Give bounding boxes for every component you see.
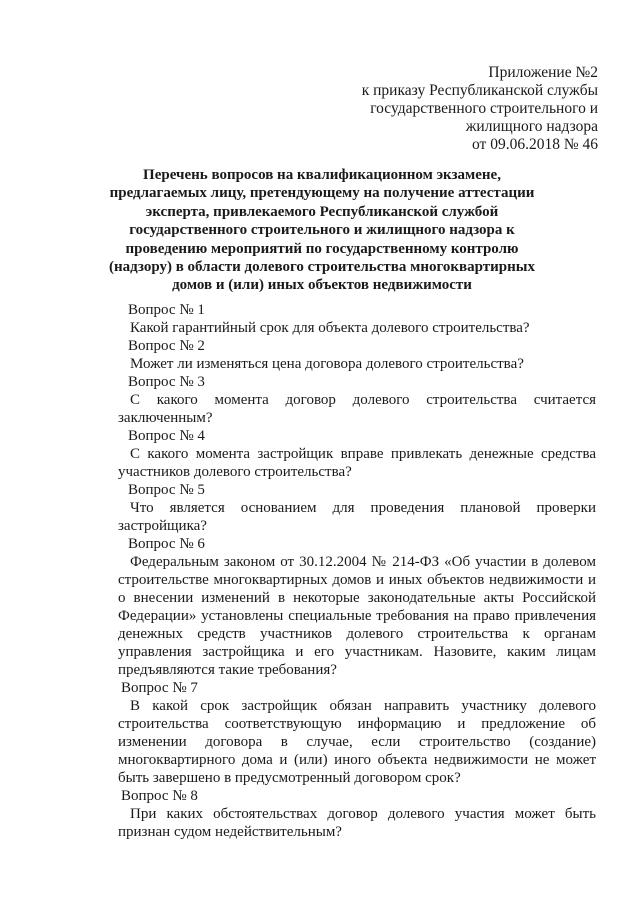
question-text: С какого момента договор долевого строительства считается заключенным? xyxy=(118,392,596,426)
question-item xyxy=(118,337,596,373)
question-number: Вопрос № 3 xyxy=(128,374,205,390)
question-item xyxy=(118,481,596,535)
question-text: Федеральным законом от 30.12.2004 № 214-ФЗ «Об участии в долевом строительстве многоквартирных домов и иных объектов недвижимости и о внесении изменений в некоторые законодательные акты Российской Федерации» установлены специальные требования на право привлечения денежных средств участников долевого строительства к органам управления застройщика и его участникам. Назовите, каким лицам предъявляются такие требования? xyxy=(118,554,596,678)
appendix-line: от 09.06.2018 № 46 xyxy=(472,136,598,153)
appendix-line: государственного строительного и xyxy=(370,100,598,117)
document-title: Перечень вопросов на квалификационном экзамене, предлагаемых лицу, претендующему на получение аттестации эксперта, привлекаемого Республиканской службой государственного строительного и жилищного надзора к проведению мероприятий по государственному контролю (надзору) в области долевого строительства многоквартирных домов и (или) иных объектов недвижимости xyxy=(108,167,536,294)
question-item xyxy=(118,787,596,841)
question-number: Вопрос № 8 xyxy=(121,788,198,804)
question-item xyxy=(118,373,596,427)
question-text: При каких обстоятельствах договор долевого участия может быть признан судом недействительным? xyxy=(118,806,596,840)
question-number: Вопрос № 7 xyxy=(121,680,198,696)
appendix-line: жилищного надзора xyxy=(465,118,598,135)
question-item xyxy=(118,301,596,337)
question-number: Вопрос № 2 xyxy=(128,338,205,354)
question-item xyxy=(118,427,596,481)
question-text: Что является основанием для проведения плановой проверки застройщика? xyxy=(118,500,596,534)
questions-list xyxy=(118,301,596,841)
question-number: Вопрос № 1 xyxy=(128,302,205,318)
question-text: Какой гарантийный срок для объекта долевого строительства? xyxy=(130,320,530,336)
appendix-header xyxy=(298,64,598,154)
appendix-line: к приказу Республиканской службы xyxy=(361,82,598,99)
question-number: Вопрос № 5 xyxy=(128,482,205,498)
question-text: Может ли изменяться цена договора долевого строительства? xyxy=(130,356,524,372)
question-number: Вопрос № 4 xyxy=(128,428,205,444)
question-text: С какого момента застройщик вправе привлекать денежные средства участников долевого строительства? xyxy=(118,446,596,480)
question-number: Вопрос № 6 xyxy=(128,536,205,552)
question-text: В какой срок застройщик обязан направить участнику долевого строительства соответствующую информацию и предложение об изменении договора в случае, если строительство (создание) многоквартирного дома и (или) иного объекта недвижимости не может быть завершено в предусмотренный договором срок? xyxy=(118,698,596,786)
question-item xyxy=(118,535,596,679)
question-item xyxy=(118,679,596,787)
appendix-line: Приложение №2 xyxy=(488,64,598,81)
